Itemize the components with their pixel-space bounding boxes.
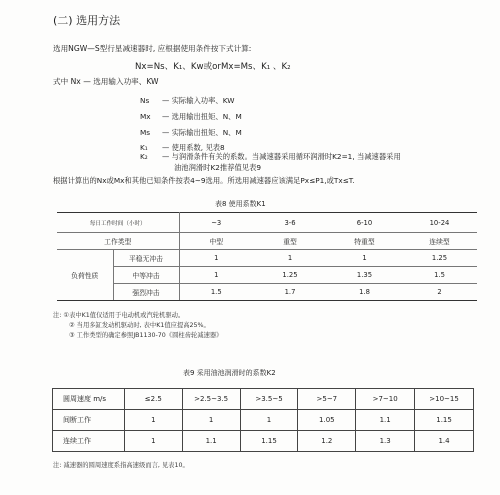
work-type-label: 工作类型	[57, 233, 179, 250]
speed-cell: >3.5~5	[240, 389, 298, 410]
selection-formula: Nx=Ns、K₁、Kw或orMx=Ms、K₁ 、K₂	[135, 62, 291, 72]
speed-row	[53, 389, 474, 410]
table-cell: 1.05	[298, 410, 356, 431]
definition-text: — 选用输出扭矩、N、M	[162, 112, 242, 121]
speed-cell: >7~10	[356, 389, 415, 410]
intro-text: 选用NGW—S型行星减速器时, 应根据使用条件按下式计算:	[53, 44, 252, 53]
table-cell: 1.5	[402, 267, 477, 284]
table-cell: 2	[402, 284, 477, 301]
table-cell: 1	[179, 250, 253, 267]
table9-caption: 表9 采用油池润滑时的系数K2	[183, 369, 276, 377]
row-label: 中等冲击	[113, 267, 179, 284]
hours-cell: 10-24	[402, 213, 477, 233]
definition-symbol: Ns	[140, 96, 150, 105]
speed-label: 圆周速度 m/s	[53, 389, 125, 410]
table-cell: 1	[124, 410, 182, 431]
hours-cell: ~3	[179, 213, 253, 233]
speed-cell: >5~7	[298, 389, 356, 410]
table-cell: 1.1	[356, 410, 415, 431]
definition-text: — 与润滑条件有关的系数。当减速器采用循环润滑时K2=1, 当减速器采用	[162, 152, 401, 161]
where-line: 式中 Nx — 选用输入功率、KW	[53, 77, 159, 86]
table-row	[53, 410, 474, 431]
table-cell: 1	[179, 267, 253, 284]
table-cell: 1	[240, 410, 298, 431]
table-cell: 1	[182, 410, 240, 431]
row-label: 间断工作	[53, 410, 125, 431]
row-label: 平稳无冲击	[113, 250, 179, 267]
table-cell: 1.25	[253, 267, 327, 284]
table-cell: 1	[253, 250, 327, 267]
row-label: 强烈冲击	[113, 284, 179, 301]
table-cell: 1.5	[179, 284, 253, 301]
definition-text: — 使用系数, 见表8	[162, 143, 225, 152]
table-cell: 1	[124, 431, 182, 452]
table-row	[53, 431, 474, 452]
table-cell: 1.25	[402, 250, 477, 267]
work-type-cell: 中型	[179, 233, 253, 250]
definition-text: — 实际输出扭矩、N、M	[162, 128, 242, 137]
table-cell: 1.15	[240, 431, 298, 452]
table-cell: 1.15	[415, 410, 474, 431]
load-nature-label: 负荷性质	[57, 250, 113, 301]
definition-text: — 实际输入功率、KW	[162, 96, 235, 105]
table8-caption: 表8 使用系数K1	[215, 200, 266, 208]
work-type-row	[57, 233, 477, 250]
hours-row	[57, 213, 477, 233]
table8-note: 注: ①表中K1值仅适用于电动机或汽轮机驱动。	[53, 312, 185, 319]
k2-continuation: 油池润滑时K2推荐值见表9	[174, 163, 262, 172]
table9-note: 注: 减速器的圆周速度系指高速级而言, 见表10。	[53, 462, 189, 469]
table-cell: 1.1	[182, 431, 240, 452]
hours-label: 每日工作时间（小时）	[57, 213, 179, 233]
work-type-cell: 连续型	[402, 233, 477, 250]
table-cell: 1.3	[356, 431, 415, 452]
speed-cell: ≤2.5	[124, 389, 182, 410]
table-cell: 1.7	[253, 284, 327, 301]
table-row	[57, 284, 477, 301]
table-row	[57, 267, 477, 284]
table-row	[57, 250, 477, 267]
table8-note: ② 当用多缸发动机驱动时, 表中K1值应提高25%。	[69, 322, 210, 329]
hours-cell: 6-10	[327, 213, 402, 233]
definition-symbol: K₁	[140, 143, 148, 152]
table-cell: 1.4	[415, 431, 474, 452]
usage-factor-table	[57, 212, 477, 301]
table-cell: 1.2	[298, 431, 356, 452]
lubrication-factor-table	[52, 388, 474, 452]
speed-cell: >10~15	[415, 389, 474, 410]
row-label: 连续工作	[53, 431, 125, 452]
table-cell: 1.8	[327, 284, 402, 301]
definition-symbol: Mx	[140, 112, 151, 121]
selection-basis-text: 根据计算出的Nx或Mx和其他已知条件按表4~9选用。所选用减速器应该满足Px≤P1,或Tx≤T.	[53, 176, 355, 185]
work-type-cell: 重型	[253, 233, 327, 250]
table-cell: 1.35	[327, 267, 402, 284]
table-cell: 1	[327, 250, 402, 267]
hours-cell: 3-6	[253, 213, 327, 233]
table8-note: ③ 工作类型的确定参照JB1130-70《圆柱齿轮减速器》	[69, 332, 223, 339]
speed-cell: >2.5~3.5	[182, 389, 240, 410]
definition-symbol: Ms	[140, 128, 151, 137]
section-heading: (二) 选用方法	[53, 14, 121, 27]
definition-symbol: K₂	[140, 152, 148, 161]
work-type-cell: 特重型	[327, 233, 402, 250]
